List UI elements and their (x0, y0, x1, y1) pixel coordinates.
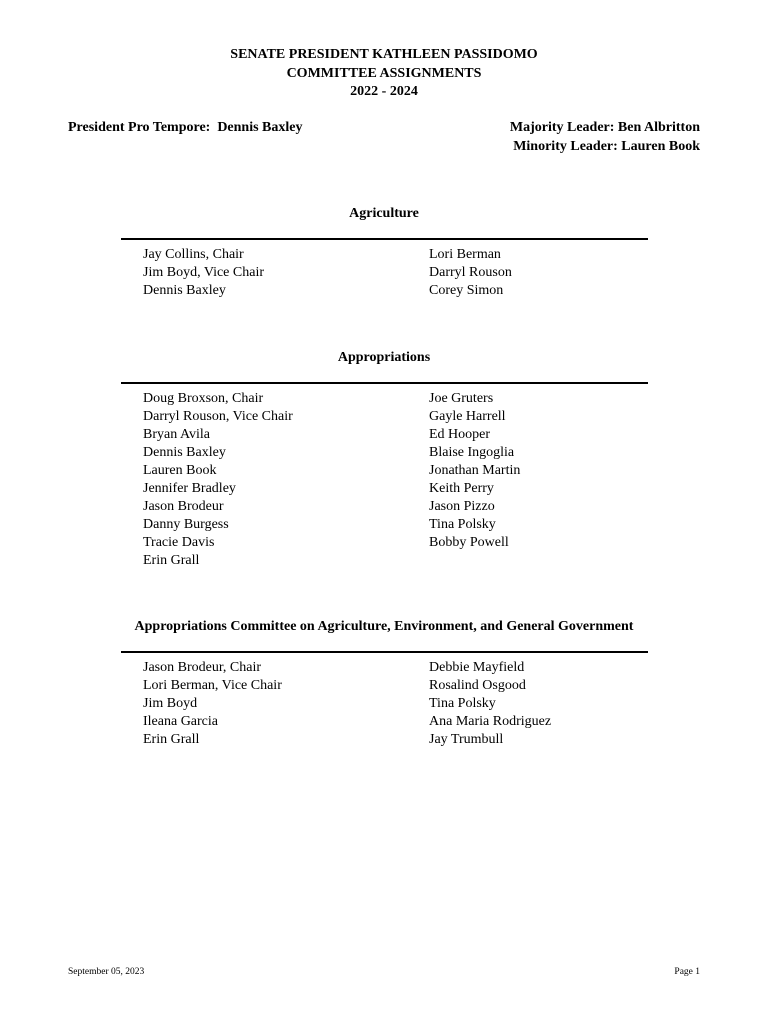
list-item: Jason Brodeur (143, 499, 224, 514)
list-item: Jason Pizzo (429, 499, 495, 514)
list-item: Dennis Baxley (143, 283, 226, 298)
member-column-left (143, 390, 293, 570)
divider (121, 651, 648, 653)
member-column-right (429, 390, 520, 552)
list-item: Jay Collins, Chair (143, 247, 244, 262)
header-term: 2022 - 2024 (350, 84, 418, 99)
list-item: Doug Broxson, Chair (143, 391, 264, 406)
divider (121, 382, 648, 384)
list-item: Darryl Rouson (429, 265, 512, 280)
member-column-right (429, 246, 512, 300)
list-item: Keith Perry (429, 481, 494, 496)
list-item: Danny Burgess (143, 517, 229, 532)
list-item: Jason Brodeur, Chair (143, 660, 262, 675)
list-item: Jonathan Martin (429, 463, 521, 478)
minority-leader: Minority Leader: Lauren Book (513, 139, 700, 154)
list-item: Gayle Harrell (429, 409, 506, 424)
list-item: Lauren Book (143, 463, 217, 478)
leadership-block (510, 118, 700, 156)
header-title: SENATE PRESIDENT KATHLEEN PASSIDOMO (230, 47, 538, 62)
list-item: Darryl Rouson, Vice Chair (143, 409, 293, 424)
list-item: Corey Simon (429, 283, 504, 298)
pro-tempore: President Pro Tempore: Dennis Baxley (68, 120, 303, 135)
list-item: Rosalind Osgood (429, 678, 526, 693)
list-item: Lori Berman, Vice Chair (143, 678, 282, 693)
list-item: Tina Polsky (429, 696, 496, 711)
list-item: Jim Boyd, Vice Chair (143, 265, 265, 280)
list-item: Erin Grall (143, 553, 200, 568)
header-subtitle: COMMITTEE ASSIGNMENTS (286, 65, 482, 81)
committee-title: Appropriations (337, 350, 431, 365)
list-item: Lori Berman (429, 247, 501, 262)
member-column-left (143, 246, 264, 300)
committee-appropriations (0, 349, 768, 568)
list-item: Tracie Davis (143, 535, 215, 550)
list-item: Jennifer Bradley (143, 481, 236, 496)
committee-title: Appropriations Committee on Agriculture, Environment, and General Government (134, 619, 634, 634)
committee-agriculture (0, 205, 768, 298)
committee-appropriations-agriculture-environment (0, 618, 768, 747)
list-item: Ed Hooper (429, 427, 491, 442)
page-number: Page 1 (674, 967, 700, 977)
list-item: Blaise Ingoglia (429, 445, 515, 460)
member-column-left (143, 659, 282, 749)
majority-leader: Majority Leader: Ben Albritton (509, 120, 700, 135)
footer-date: September 05, 2023 (68, 967, 145, 977)
list-item: Dennis Baxley (143, 445, 226, 460)
list-item: Erin Grall (143, 732, 200, 747)
list-item: Debbie Mayfield (429, 660, 525, 675)
list-item: Tina Polsky (429, 517, 496, 532)
list-item: Jay Trumbull (429, 732, 504, 747)
committee-title: Agriculture (349, 206, 419, 221)
member-column-right (429, 659, 551, 749)
list-item: Bobby Powell (429, 535, 509, 550)
list-item: Ana Maria Rodriguez (429, 714, 552, 729)
document-header (0, 46, 768, 102)
list-item: Ileana Garcia (143, 714, 218, 729)
list-item: Bryan Avila (143, 427, 211, 442)
list-item: Joe Gruters (429, 391, 494, 406)
list-item: Jim Boyd (143, 696, 198, 711)
divider (121, 238, 648, 240)
